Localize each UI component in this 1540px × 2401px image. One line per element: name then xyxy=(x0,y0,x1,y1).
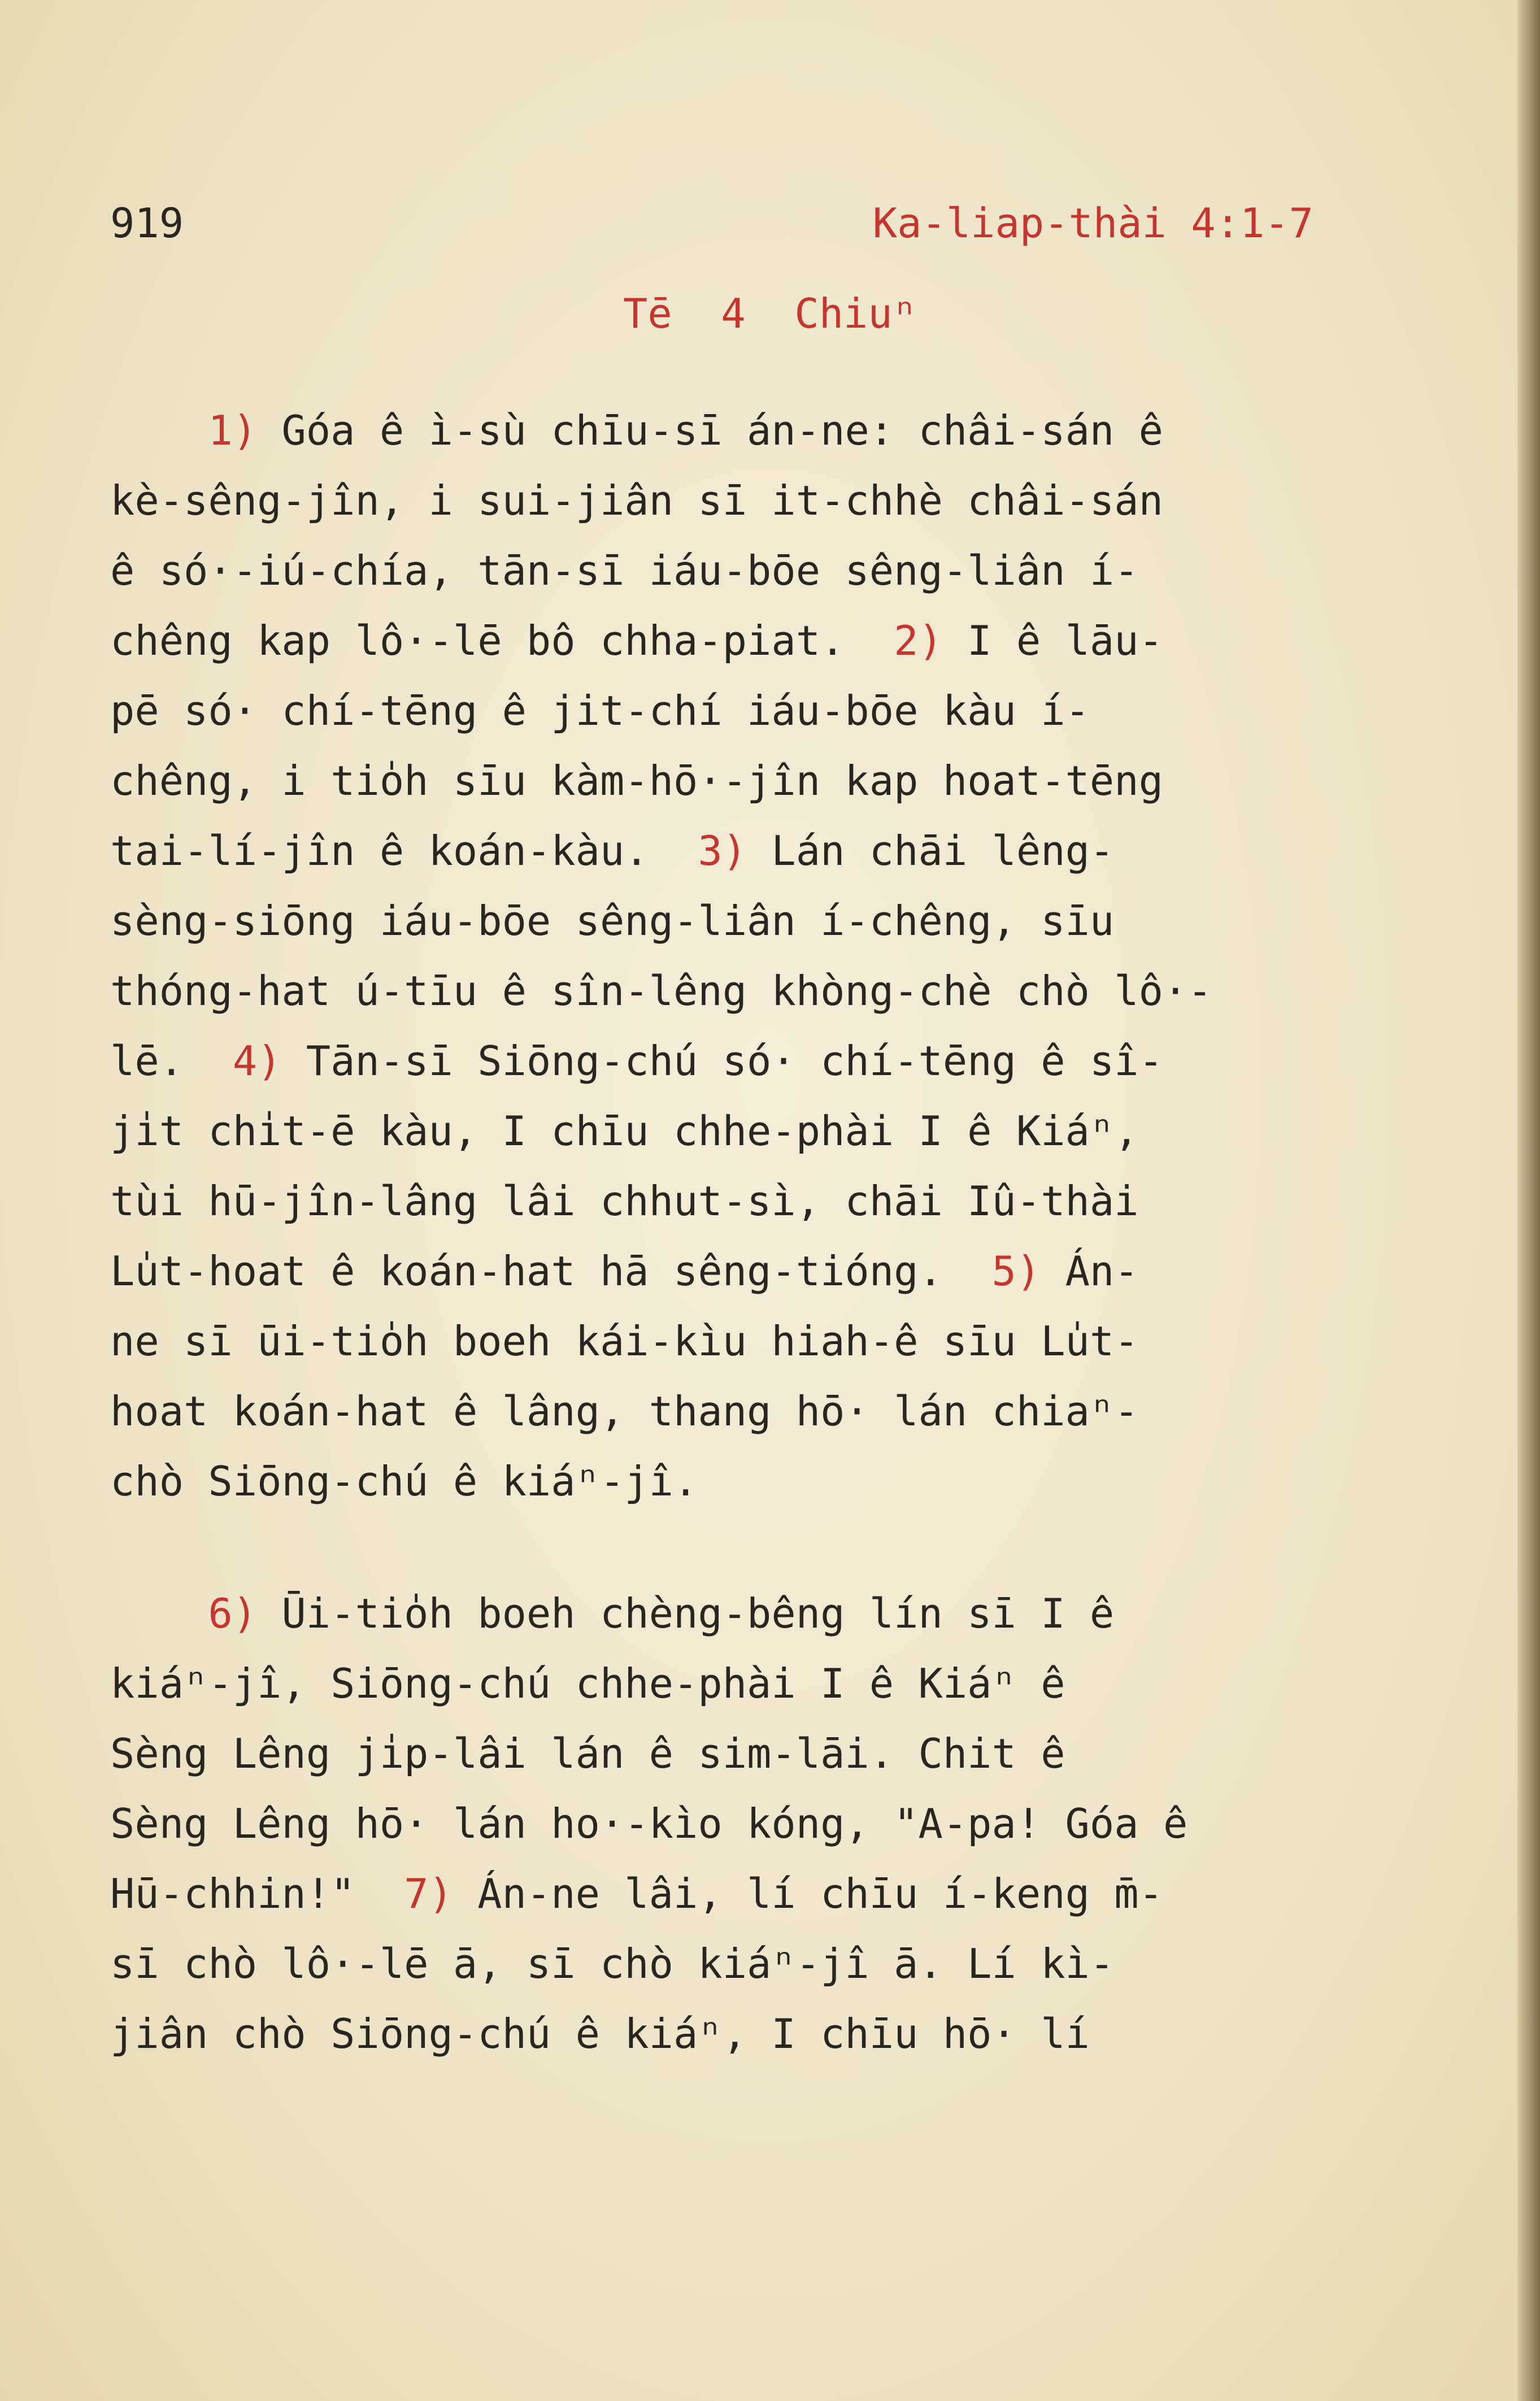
text-line xyxy=(110,1096,1410,1166)
verse-text: Án-ne lâi, lí chīu í-keng m̄- xyxy=(453,1870,1163,1917)
verse-number: 1) xyxy=(110,407,258,454)
verse-text: Sèng Lêng hō· lán ho·-kìo kóng, "A-pa! Góa ê xyxy=(110,1800,1188,1847)
verse-text: ji̍t chi̍t-ē kàu, I chīu chhe-phài I ê Kiáⁿ, xyxy=(110,1107,1139,1155)
verse-text: thóng-hat ú-tīu ê sîn-lêng khòng-chè chò lô·- xyxy=(110,967,1212,1015)
verse-text: Lu̍t-hoat ê koán-hat hā sêng-tióng. xyxy=(110,1247,992,1295)
text-line xyxy=(110,536,1410,606)
text-line xyxy=(110,395,1410,466)
verse-text: tai-lí-jîn ê koán-kàu. xyxy=(110,827,698,875)
verse-text: chò Siōng-chú ê kiáⁿ-jî. xyxy=(110,1458,698,1505)
page-number: 919 xyxy=(110,199,184,247)
text-line xyxy=(110,1648,1410,1719)
verse-text: sèng-siōng iáu-bōe sêng-liân í-chêng, sīu xyxy=(110,897,1115,945)
paragraph xyxy=(110,395,1410,1516)
page-header xyxy=(110,192,1313,254)
text-line xyxy=(110,1446,1410,1516)
verse-number: 6) xyxy=(110,1590,258,1637)
verse-text: Góa ê ì-sù chīu-sī án-ne: châi-sán ê xyxy=(257,407,1163,454)
text-line xyxy=(110,1789,1410,1859)
verse-number: 3) xyxy=(698,827,747,875)
verse-text: I ê lāu- xyxy=(942,617,1163,664)
text-line xyxy=(110,1306,1410,1376)
verse-text: Sèng Lêng ji̍p-lâi lán ê sim-lāi. Chit ê xyxy=(110,1730,1065,1777)
page-edge xyxy=(1517,0,1540,2401)
verse-number: 4) xyxy=(232,1037,282,1085)
verse-number: 5) xyxy=(991,1247,1041,1295)
text-line xyxy=(110,466,1410,536)
text-line xyxy=(110,886,1410,956)
text-line xyxy=(110,746,1410,816)
running-head: Ka-liap-thài 4:1-7 xyxy=(872,199,1313,247)
text-line xyxy=(110,606,1410,676)
text-line xyxy=(110,1999,1410,2069)
verse-text: pē só· chí-tēng ê jit-chí iáu-bōe kàu í- xyxy=(110,687,1090,734)
verse-text: tùi hū-jîn-lâng lâi chhut-sì, chāi Iû-thài xyxy=(110,1177,1139,1225)
verse-text: Lán chāi lêng- xyxy=(747,827,1115,875)
verse-text: ê só·-iú-chía, tān-sī iáu-bōe sêng-liân í- xyxy=(110,547,1139,594)
text-line xyxy=(110,1859,1410,1929)
verse-text: jiân chò Siōng-chú ê kiáⁿ, I chīu hō· lí xyxy=(110,2010,1090,2058)
verse-text: sī chò lô·-lē ā, sī chò kiáⁿ-jî ā. Lí kì- xyxy=(110,1940,1115,1987)
verse-number: 2) xyxy=(894,617,943,664)
verse-text: ne sī ūi-tio̍h boeh kái-kìu hiah-ê sīu Lu̍t- xyxy=(110,1317,1139,1365)
text-line xyxy=(110,1719,1410,1789)
chapter-title: Tē 4 Chiuⁿ xyxy=(623,290,917,337)
text-line xyxy=(110,1929,1410,1999)
verse-number: 7) xyxy=(404,1870,453,1917)
body-text xyxy=(110,395,1410,2069)
verse-text: chêng kap lô·-lē bô chha-piat. xyxy=(110,617,894,664)
verse-text: lē. xyxy=(110,1037,233,1085)
verse-text: Án- xyxy=(1041,1247,1139,1295)
text-line xyxy=(110,676,1410,746)
verse-text: chêng, i tio̍h sīu kàm-hō·-jîn kap hoat-tēng xyxy=(110,757,1163,804)
verse-text: kè-sêng-jîn, i sui-jiân sī it-chhè châi-sán xyxy=(110,477,1163,524)
paragraph-gap xyxy=(110,1516,1410,1578)
verse-text: Tān-sī Siōng-chú só· chí-tēng ê sî- xyxy=(281,1037,1163,1085)
verse-text: kiáⁿ-jî, Siōng-chú chhe-phài I ê Kiáⁿ ê xyxy=(110,1660,1065,1707)
text-line xyxy=(110,1166,1410,1236)
text-line xyxy=(110,1376,1410,1446)
verse-text: Hū-chhin!" xyxy=(110,1870,404,1917)
verse-text: Ūi-tio̍h boeh chèng-bêng lín sī I ê xyxy=(257,1590,1115,1637)
text-line xyxy=(110,1236,1410,1306)
verse-text: hoat koán-hat ê lâng, thang hō· lán chiaⁿ- xyxy=(110,1387,1139,1435)
paragraph xyxy=(110,1578,1410,2069)
text-line xyxy=(110,1026,1410,1096)
text-line xyxy=(110,1578,1410,1648)
text-line xyxy=(110,956,1410,1026)
text-line xyxy=(110,816,1410,886)
